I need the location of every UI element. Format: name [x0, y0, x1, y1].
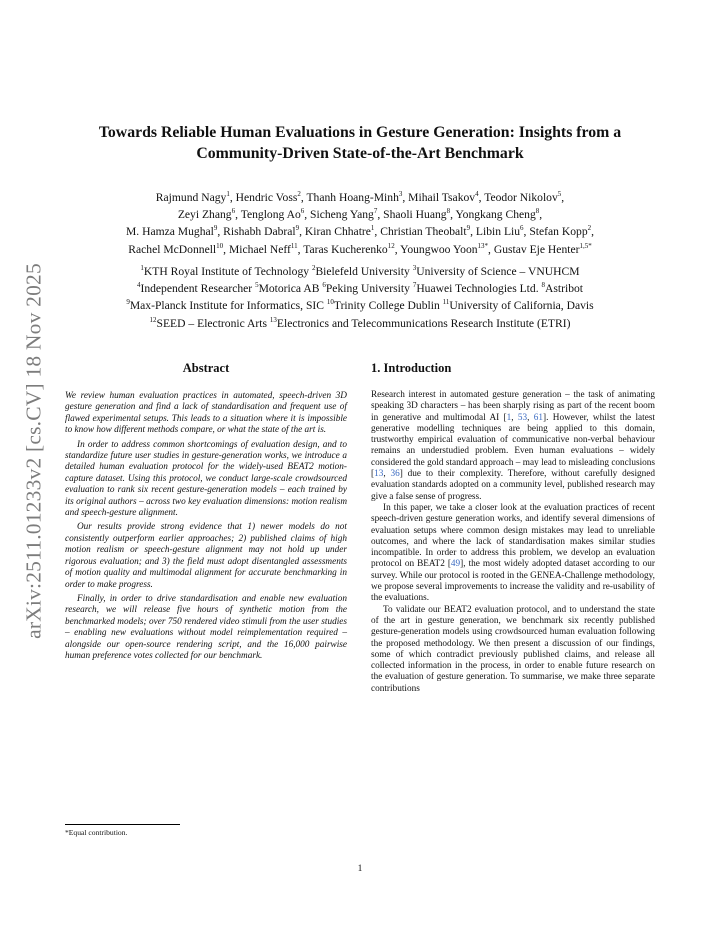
author-name: Christian Theobalt [380, 225, 467, 239]
author-name: Kiran Chhatre [304, 225, 371, 239]
affiliation-line [40, 280, 680, 297]
author-affiliation-mark: 8 [535, 207, 540, 216]
affiliation-name: University of California, Davis [449, 299, 594, 313]
citation-link[interactable]: 1 [506, 412, 512, 423]
citation-link[interactable]: 13 [374, 469, 384, 480]
author-name: Gustav Eje Henter [493, 242, 580, 256]
author-affiliation-mark: 6 [231, 207, 236, 216]
affiliation-mark: 9 [126, 298, 130, 307]
affiliation-mark: 1 [140, 264, 144, 273]
introduction-paragraph: Research interest in automated gesture generation – the task of animating speaking 3D characters – has been sharply rising as part of the recent boom in generative and multimodal AI [1, 53, 61]. However, whilst the latest generative modelling techniques are being applied to this domain, trustworthy empirical evaluation of communicative non-verbal behaviour remains an understudied problem. Even human evaluations – widely considered the gold standard approach – may lead to misleading conclusions [13, 36] due to their complexity. Therefore, without carefully designed evaluation standards adopted on a community level, published research may give a false sense of progress. [371, 390, 655, 502]
abstract-paragraph: Our results provide strong evidence that 1) newer models do not consistently outperform earlier approaches; 2) published claims of high motion realism or speech-gesture alignment may not hold up under rigorous evaluation; and 3) the field must adopt disentangled assessments of motion quality and multimodal alignment for accurate benchmarking in order to make progress. [65, 522, 347, 590]
author-name: Taras Kucherenko [303, 242, 388, 256]
affiliation-name: Electronics and Telecommunications Research Institute (ETRI) [276, 316, 571, 330]
author-affiliation-mark: 9 [295, 224, 300, 233]
affiliation-name: University of Science – VNUHCM [416, 265, 580, 278]
author-name: Rishabh Dabral [223, 225, 296, 239]
author-name: Libin Liu [475, 225, 521, 239]
affiliation-name: Trinity College Dublin [333, 299, 440, 313]
author-name: Michael Neff [228, 242, 291, 256]
author-affiliation-mark: 9 [213, 224, 218, 233]
abstract-body [65, 391, 347, 665]
affiliation-mark: 2 [311, 264, 316, 273]
footnote-divider [65, 824, 180, 825]
affiliation-name: Peking University [325, 282, 410, 296]
author-affiliation-mark: 1 [226, 190, 230, 199]
affiliation-mark: 3 [412, 264, 417, 273]
citation-link[interactable]: 61 [533, 412, 544, 423]
title-line-2: Community-Driven State-of-the-Art Benchmark [196, 145, 524, 162]
author-affiliation-mark: 4 [475, 190, 479, 199]
affiliation-line [40, 315, 680, 332]
affiliation-name: Independent Researcher [140, 282, 253, 296]
author-name: M. Hamza Mughal [125, 225, 214, 239]
affiliation-name: Astribot [545, 282, 584, 296]
author-affiliation-mark: 6 [300, 207, 305, 216]
author-affiliation-mark: 1,5* [579, 241, 592, 250]
introduction-paragraph: In this paper, we take a closer look at the evaluation practices of recent speech-driven gesture generation works, and identify several dimensions of evaluation setups where common design mistakes may lead to unreliable outcomes, and where the lack of standardisation makes similar studies incompatible. In order to address this problem, we develop an evaluation protocol on BEAT2 [49], the most widely adopted dataset according to our survey. While our protocol is rooted in the GENEA-Challenge methodology, we propose several improvements to increase the validity and re-usability of the evaluations. [371, 502, 655, 604]
author-name: Zeyi Zhang [177, 208, 232, 222]
author-name: Teodor Nikolov [484, 191, 558, 204]
author-affiliation-mark: 13* [477, 241, 489, 250]
author-line: Zeyi Zhang$^6$, Tenglong Ao$^6$, Sicheng Yang$^7$, Shaoli Huang$^8$, Yongkang Cheng$^8$, [177, 207, 543, 222]
affiliation-name: KTH Royal Institute of Technology [143, 265, 310, 278]
author-affiliation-mark: 3 [398, 190, 403, 199]
author-line: M. Hamza Mughal$^9$, Rishabh Dabral$^9$, Kiran Chhatre$^1$, Christian Theobalt$^9$, Libin Liu$^6$, Stefan Kopp$^2$, [125, 224, 595, 239]
citation-link[interactable]: 53 [517, 412, 528, 423]
footnote: *Equal contribution. [65, 828, 128, 837]
author-affiliation-mark: 11 [290, 241, 298, 250]
author-name: Mihail Tsakov [408, 191, 476, 204]
introduction-heading: 1. Introduction [371, 361, 452, 375]
affiliation-line [40, 263, 680, 280]
author-name: Hendric Voss [235, 191, 298, 204]
arxiv-id: arXiv:2511.01233v2 [cs.CV] 18 Nov 2025 [21, 263, 46, 639]
author-name: Youngwoo Yoon [400, 242, 478, 256]
affiliation-mark: 5 [255, 281, 259, 290]
affiliation-name: Max-Planck Institute for Informatics, SIC [129, 299, 324, 313]
author-name: Rachel McDonnell [128, 242, 217, 256]
abstract-paragraph: Finally, in order to drive standardisation and enable new evaluation research, we will release five hours of synthetic motion from the benchmarked models; over 750 rendered video stimuli from the user studies – enabling new evaluations without model reimplementation required – alongside our open-source rendering script, and the 16,000 pairwise human preference votes collected for our benchmark. [65, 593, 347, 661]
introduction-paragraph: To validate our BEAT2 evaluation protocol, and to understand the state of the art in gesture generation, we benchmark six recently published gesture-generation models using crowdsourced human evaluation following the proposed methodology. We then present a discussion of our findings, some of which contradict previously published claims, and release all collected information in the process, in order to enable future research on the evaluation of gesture generation. To summarise, we make three separate contributions [371, 604, 655, 694]
author-name: Thanh Hoang-Minh [306, 191, 399, 204]
author-name: Yongkang Cheng [455, 208, 536, 222]
author-affiliation-mark: 1 [370, 224, 375, 233]
affiliation-mark: 8 [541, 281, 546, 290]
abstract-heading: Abstract [182, 361, 230, 375]
author-name: Rajmund Nagy [155, 191, 227, 204]
author-line: Rajmund Nagy$^1$, Hendric Voss$^2$, Thanh Hoang-Minh$^3$, Mihail Tsakov$^4$, Teodor Nikolov$^5$, [155, 190, 565, 204]
author-affiliation-mark: 2 [587, 224, 592, 233]
author-affiliation-mark: 2 [297, 190, 301, 199]
author-affiliation-mark: 12 [387, 241, 395, 250]
affiliation-line [40, 297, 680, 314]
page-number: 1 [357, 864, 363, 874]
paper-title [70, 122, 650, 164]
abstract-paragraph: In order to address common shortcomings of evaluation design, and to standardize future user studies in gesture-generation works, we introduce a detailed human evaluation protocol for the widely-used BEAT2 motion-capture dataset. Using this protocol, we conduct large-scale crowdsourced evaluation to rank six recent gesture-generation models – each trained by its original authors – across two key evaluation dimensions: motion realism and speech-gesture alignment. [65, 439, 347, 519]
author-list [40, 189, 680, 258]
author-affiliation-mark: 10 [216, 241, 224, 250]
author-name: Tenglong Ao [240, 208, 301, 222]
author-name: Sicheng Yang [310, 208, 374, 222]
affiliation-name: Huawei Technologies Ltd. [416, 282, 539, 296]
affiliation-mark: 11 [442, 298, 450, 307]
title-line-1: Towards Reliable Human Evaluations in Gesture Generation: Insights from a [98, 124, 622, 141]
abstract-paragraph: We review human evaluation practices in automated, speech-driven 3D gesture generation and find a lack of standardisation and frequent use of flawed experimental setups. This leads to a situation where it is impossible to know how different methods compare, or what the state of the art is. [65, 391, 347, 436]
affiliation-name: SEED – Electronic Arts [156, 316, 267, 330]
citation-link[interactable]: 49 [450, 559, 461, 570]
author-name: Stefan Kopp [529, 225, 588, 239]
affiliation-mark: 6 [322, 281, 326, 290]
affiliation-mark: 4 [136, 281, 141, 290]
affiliation-mark: 10 [326, 298, 334, 307]
affiliation-mark: 12 [149, 315, 157, 324]
author-affiliation-mark: 5 [557, 190, 562, 199]
affiliation-name: Bielefeld University [315, 265, 410, 278]
affiliation-mark: 7 [412, 281, 417, 290]
introduction-body [371, 390, 655, 695]
affiliation-list [40, 263, 680, 332]
citation-link[interactable]: 36 [390, 469, 400, 480]
author-affiliation-mark: 7 [373, 207, 378, 216]
author-affiliation-mark: 9 [466, 224, 471, 233]
author-affiliation-mark: 6 [520, 224, 524, 233]
affiliation-name: Motorica AB [258, 282, 320, 296]
author-affiliation-mark: 8 [446, 207, 451, 216]
author-name: Shaoli Huang [383, 208, 447, 222]
affiliation-mark: 13 [269, 315, 277, 324]
author-line: Rachel McDonnell$^{10}$, Michael Neff$^{11}$, Taras Kucherenko$^{12}$, Youngwoo Yoon$^{13*}$, Gustav Eje Henter$^{1,5*}$ [128, 241, 592, 256]
